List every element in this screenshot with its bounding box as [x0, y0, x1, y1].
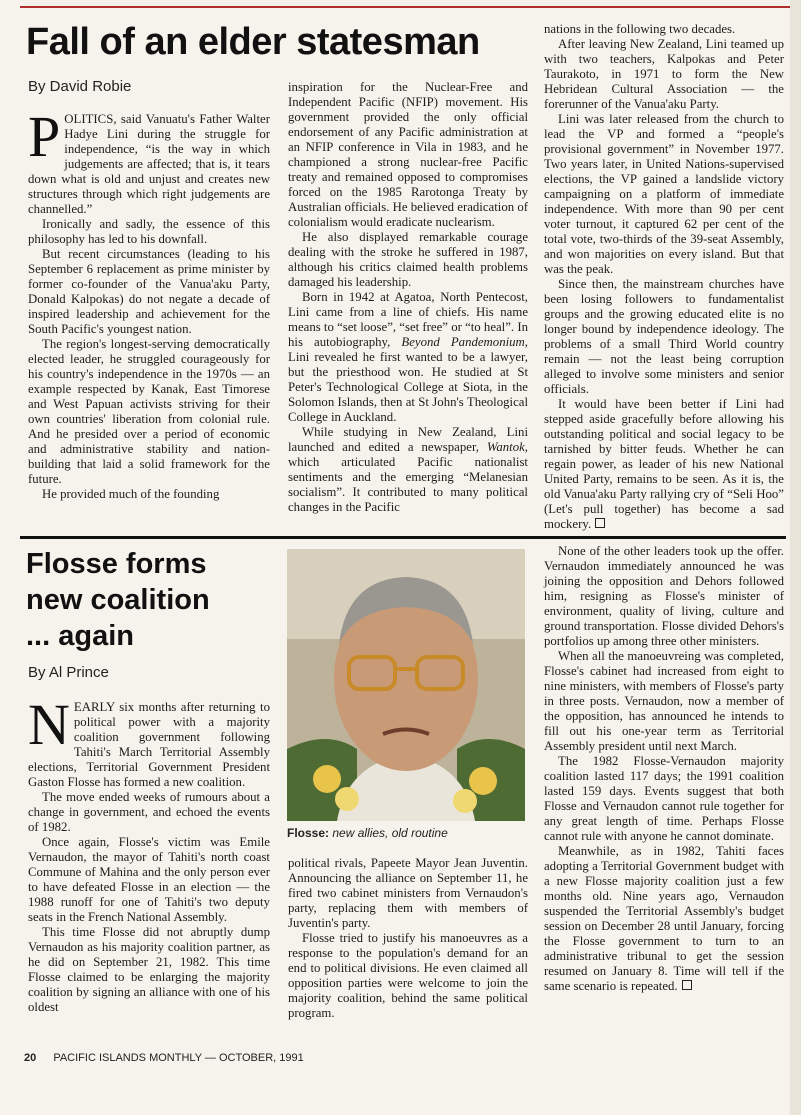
flosse-portrait-photo [287, 549, 525, 821]
article2-lead-paragraph [28, 692, 270, 790]
article1-byline: By David Robie [28, 78, 132, 95]
article1-headline: Fall of an elder statesman [26, 21, 480, 63]
article1-final-text: It would have been better if Lini had stepped aside gracefully before allowing his outstanding political and social legacy to be tarnished by bitter feuds. Whether he can regain power, as leader of his new National United Party, remains to be seen. As it is, the old Vanua'aku Party rallying cry of “Seli Hoo” (Let's pull together) has become a sad mockery. [544, 397, 784, 531]
article1-book-title: Beyond Pandemonium [401, 335, 525, 349]
article1-paragraph [544, 397, 784, 532]
article1-newspaper-rest: , which articulated Pacific nationalist sentiments and the emerging “Melanesian socialism”. It contributed to many political changes in the Pacific [288, 440, 528, 514]
article1-paragraph: He provided much of the founding [42, 487, 220, 501]
page-number: 20 [24, 1052, 37, 1064]
end-of-article-mark [595, 518, 605, 528]
article2-final-text: Meanwhile, as in 1982, Tahiti faces adopting a Territorial Government budget with a new Flosse majority coalition just a few months old. Nine years ago, Vernaudon suspended the Territorial Assembly's budget session on December 28 until January, forcing the Flosse government to turn to an administrative tribunal to get the session resumed on January 8. Time will tell if the same scenario is repeated. [544, 844, 784, 993]
article1-paragraph: inspiration for the Nuclear-Free and Independent Pacific (NFIP) movement. His government provided the only official endorsement of any Pacific administration at an NFIP conference in Vila in 1983, and he championed a strong nuclear-free Pacific treaty and remained opposed to compromises forced on the 1985 Rarotonga Treaty by Australian officials. He believed eradication of colonialism would eradicate nuclearism. [288, 80, 528, 229]
article1-paragraph: Lini was later released from the church to lead the VP and formed a “people's provisional government” in November 1977. Two years later, in United Nations-supervised elections, the VP gained a landslide victory campaigning on a platform of immediate independence. With more than 90 per cent voter turnout, it captured 62 per cent of the total vote, two-thirds of the 39-seat Assembly, and won majorities on every island. But that was the peak. [544, 112, 784, 276]
article1-paragraph [288, 425, 528, 515]
end-of-article-mark [682, 980, 692, 990]
article2-headline-line: Flosse forms [26, 548, 207, 580]
article1-paragraph: He also displayed remarkable courage dealing with the stroke he suffered in 1987, although his critics claimed health problems damaged his leadership. [288, 230, 528, 289]
article2-headline [26, 546, 286, 654]
article2-paragraph: The 1982 Flosse-Vernaudon majority coalition lasted 117 days; the 1991 coalition lasted 159 days. Events suggest that both Flosse and Vernaudon cannot rule together for any great length of time. Perhaps Flosse cannot rule with anyone he cannot dominate. [544, 754, 784, 843]
article1-newspaper-name: Wantok [486, 440, 525, 454]
article1-paragraph: But recent circumstances (leading to his September 6 replacement as prime minister by former co-founder of the Vanua'aku Party, Donald Kalpokas) do not negate a decade of inspired leadership and achievement for the South Pacific's youngest nation. [28, 247, 270, 336]
article-divider [20, 536, 786, 539]
article1-born-rest: , Lini revealed he first wanted to be a lawyer, but the priesthood won. He studied at St Peter's Technological College at Siota, in the Solomon Islands, then at St John's Theological College in Auckland. [288, 335, 528, 424]
top-rule [20, 6, 790, 8]
article1-paragraph [288, 290, 528, 425]
article2-paragraph [544, 844, 784, 994]
page-edge [790, 0, 801, 1115]
article2-paragraph: None of the other leaders took up the offer. Vernaudon immediately announced he was joining the opposition and Dehors followed him, resigning as Flosse's minister of environment, quality of living, culture and ground transportation. Flosse divided Dehors's portfolios up among three other ministers. [544, 544, 784, 648]
article1-study-text: While studying in New Zealand, Lini launched and edited a newspaper, [288, 425, 528, 454]
article1-paragraph: Ironically and sadly, the essence of this philosophy has led to his downfall. [28, 217, 270, 246]
photo-caption [287, 826, 448, 840]
page-footer [24, 1052, 304, 1064]
article2-column-3 [544, 544, 784, 994]
article1-column-3 [544, 22, 784, 532]
article1-paragraph: nations in the following two decades. [544, 22, 736, 36]
publication-line: PACIFIC ISLANDS MONTHLY — OCTOBER, 1991 [53, 1052, 304, 1064]
article2-lead-text: EARLY six months after returning to political power with a majority coalition government following Tahiti's March Territorial Assembly elections, Territorial Government President Gaston Flosse has formed a new coalition. [28, 700, 270, 789]
article1-column-1 [28, 104, 270, 502]
article2-paragraph: Flosse tried to justify his manoeuvres as a response to the population's demand for an end to political divisions. He even claimed all opposition parties were welcome to join the majority coalition, behind the same political program. [288, 931, 528, 1020]
article2-paragraph: The move ended weeks of rumours about a change in government, and echoed the events of 1982. [28, 790, 270, 834]
article1-paragraph: Since then, the mainstream churches have been losing followers to fundamentalist groups and the growing educated elite is no longer bound by independence ideology. The problems of a small Third World country remain — not the least being corruption alleged to involve some ministers and senior officials. [544, 277, 784, 396]
article2-dropcap: N [28, 692, 70, 757]
article2-column-1 [28, 692, 270, 1015]
article1-lead-paragraph [28, 104, 270, 217]
article2-headline-line: ... again [26, 620, 134, 652]
article2-paragraph: When all the manoeuvreing was completed, Flosse's cabinet had increased from eight to nine ministers, with members of Flosse's party in three posts. Vernaudon, now a member of the opposition, has announced he intends to fill out his one-year term as Territorial Assembly president until next March. [544, 649, 784, 753]
caption-label: Flosse: [287, 826, 330, 840]
article1-paragraph: The region's longest-serving democratically elected leader, he struggled courageously for his country's independence in the 1970s — an example respected by Kanak, East Timorese and West Papuan activists striving for their own countries' liberation from colonial rule. And he presided over a period of economic and administrative stability and nation-building that laid a solid framework for the future. [28, 337, 270, 486]
article1-paragraph: After leaving New Zealand, Lini teamed up with two teachers, Kalpokas and Peter Taurakoto, in 1971 to form the New Hebridean Cultural Association — the forerunner of the Vanua'aku Party. [544, 37, 784, 111]
article2-paragraph: This time Flosse did not abruptly dump Vernaudon as his majority coalition partner, as he did on September 21, 1982. This time Flosse claimed to be enlarging the majority coalition by signing an alliance with one of his oldest [28, 925, 270, 1014]
caption-text: new allies, old routine [332, 826, 448, 840]
portrait-illustration [287, 549, 525, 821]
article2-paragraph: political rivals, Papeete Mayor Jean Juventin. Announcing the alliance on September 11, he fired two cabinet ministers from Vernaudon's party, replacing them with members of Juventin's party. [288, 856, 528, 930]
article2-byline: By Al Prince [28, 664, 109, 681]
article1-born-text: Born in 1942 at Agatoa, North Pentecost, Lini came from a line of chiefs. His name means to “set loose”, “set free” or “to heal”. In his autobiography, [288, 290, 528, 349]
article2-paragraph: Once again, Flosse's victim was Emile Vernaudon, the mayor of Tahiti's north coast Commune of Mahina and the only person ever to have defeated Flosse in an election — the 1988 runoff for one of Tahiti's two deputy seats in the French National Assembly. [28, 835, 270, 924]
article1-lead-text: OLITICS, said Vanuatu's Father Walter Hadye Lini during the struggle for independence, “is the way in which judgements are affected; that is, it tears down what is old and unjust and creates new structures through which right judgements are channelled.” [28, 112, 270, 216]
article1-column-2 [288, 80, 528, 515]
article2-column-2 [288, 856, 528, 1021]
article1-dropcap: P [28, 104, 61, 169]
article2-headline-line: new coalition [26, 584, 210, 616]
